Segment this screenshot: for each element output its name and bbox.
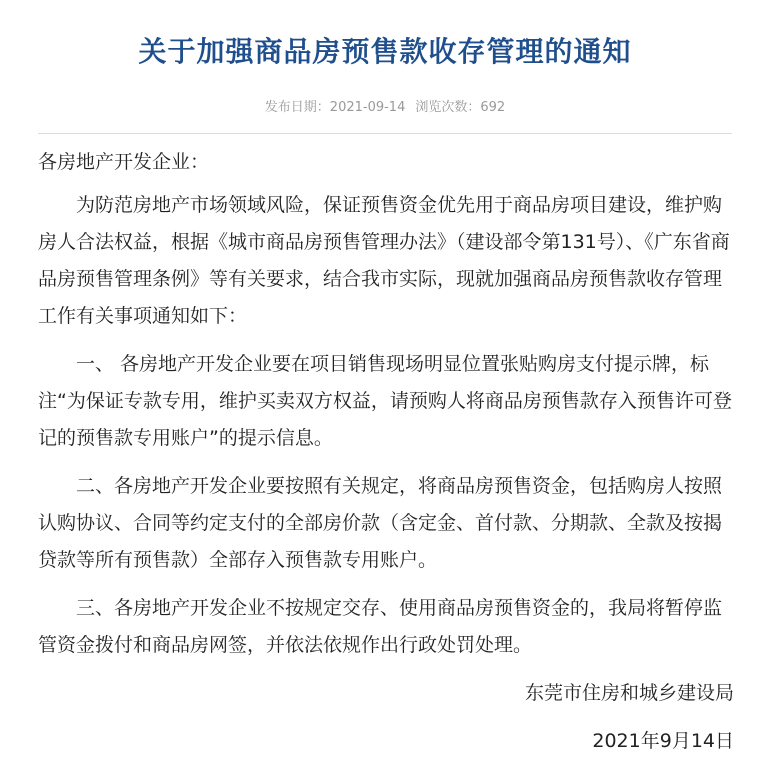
notice-title: 关于加强商品房预售款收存管理的通知 <box>138 35 632 68</box>
publish-date-value: 2021-09-14 <box>329 100 406 115</box>
view-count-value: 692 <box>480 100 506 115</box>
paragraph-intro: 为防范房地产市场领域风险，保证预售资金优先用于商品房项目建设，维护购房人合法权益，根据《城市商品房预售管理办法》（建设部令第131号）、《广东省商品房预售管理条例》等有关要求，结合我市实际，现就加强商品房预售款收存管理工作有关事项通知如下： <box>38 194 730 327</box>
view-count-label: 浏览次数： <box>415 100 481 115</box>
paragraph-item-2: 二、各房地产开发企业要按照有关规定，将商品房预售资金，包括购房人按照认购协议、合同等约定支付的全部房价款（含定金、首付款、分期款、全款及按揭贷款等所有预售款）全部存入预售款专用账户。 <box>38 475 723 571</box>
paragraph-item-3: 三、各房地产开发企业不按规定交存、使用商品房预售资金的，我局将暂停监管资金拨付和商品房网签，并依法依规作出行政处罚处理。 <box>38 597 723 656</box>
notice-meta <box>0 98 770 118</box>
header-divider <box>38 133 732 134</box>
issuer-signature: 东莞市住房和城乡建设局 <box>524 682 734 704</box>
publish-date-label: 发布日期： <box>264 100 330 115</box>
salutation: 各房地产开发企业： <box>38 151 210 173</box>
notice-body <box>38 144 734 771</box>
paragraph-item-1: 一、 各房地产开发企业要在项目销售现场明显位置张贴购房支付提示牌，标注“为保证专款专用，维护买卖双方权益，请预购人将商品房预售款存入预售许可登记的预售款专用账户”的提示信息。 <box>38 353 732 449</box>
issue-date: 2021年9月14日 <box>592 730 734 752</box>
